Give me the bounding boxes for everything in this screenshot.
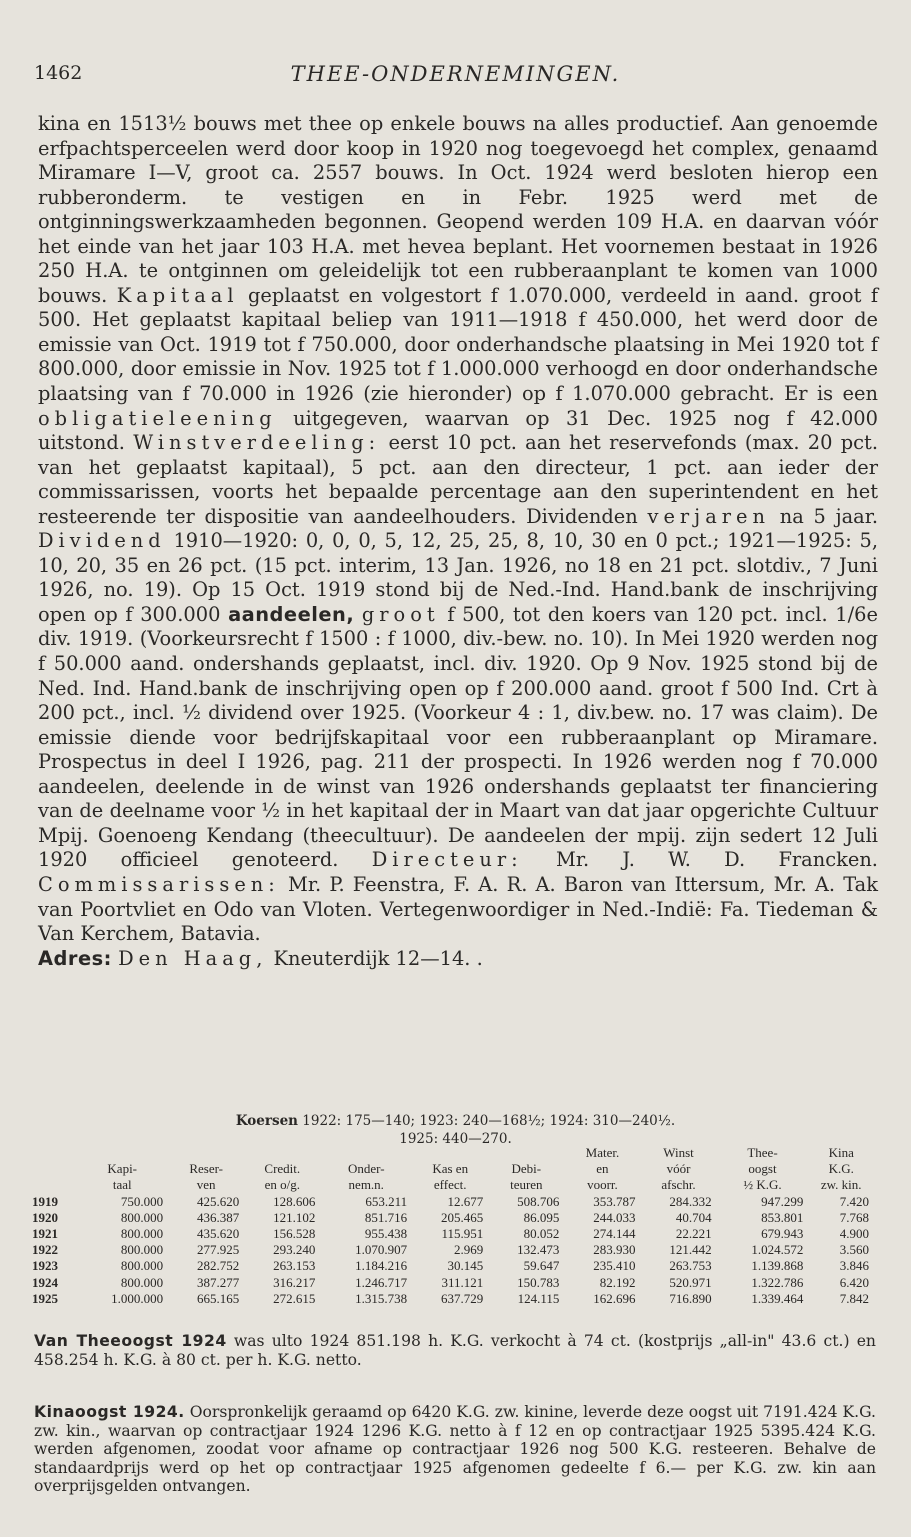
- value-cell: 508.706: [517, 1193, 560, 1209]
- value-cell: 387.277: [196, 1274, 240, 1290]
- value-cell: 263.753: [669, 1258, 712, 1274]
- column-header: Kina: [828, 1145, 854, 1160]
- value-cell: 128.606: [273, 1193, 316, 1209]
- value-cell: 282.752: [196, 1258, 240, 1274]
- year-cell: 1922: [32, 1242, 58, 1258]
- value-cell: 244.033: [593, 1209, 636, 1225]
- value-cell: 800.000: [120, 1209, 164, 1225]
- value-cell: 121.102: [273, 1209, 316, 1225]
- column-header: [76, 1145, 168, 1161]
- value-cell: 1.184.216: [355, 1258, 408, 1274]
- column-header: [28, 1177, 76, 1193]
- value-cell: 750.000: [120, 1193, 164, 1209]
- year-cell: 1924: [32, 1274, 58, 1290]
- column-header: ½ K.G.: [743, 1177, 782, 1193]
- table-row: [28, 1194, 874, 1210]
- address-end: .: [476, 946, 483, 970]
- city: Den Haag,: [118, 946, 268, 970]
- value-cell: 800.000: [120, 1274, 164, 1290]
- column-header: [488, 1145, 564, 1161]
- value-cell: 82.192: [599, 1274, 636, 1290]
- company-paragraph: [38, 112, 878, 947]
- value-cell: 121.442: [669, 1242, 712, 1258]
- theeoogst-note: [34, 1332, 876, 1369]
- value-cell: 3.846: [839, 1258, 869, 1274]
- text-segment: 1910—1920: 0, 0, 0, 5, 12, 25, 25, 8, 10, 30 en 0 pct.; 1921—1925: 5, 10, 20, 35 en 26 pct. (15 pct. interim, 13 Jan. 1926, no 18 en 21 pct. slotdiv., 7 Juni 1926, no. 19). Op 15 Oct. 1919 stond bij de Ned.-Ind. Hand.bank de inschrijving open op f 300.000: [38, 529, 878, 626]
- year-cell: 1921: [32, 1226, 58, 1242]
- value-cell: 7.842: [839, 1290, 869, 1306]
- value-cell: 851.716: [364, 1209, 408, 1225]
- address-line: [38, 947, 878, 972]
- value-cell: 4.900: [839, 1226, 869, 1242]
- column-header: Debi-: [511, 1161, 542, 1177]
- column-header: en: [596, 1161, 609, 1177]
- value-cell: 263.153: [273, 1258, 316, 1274]
- column-header: en o/g.: [264, 1177, 300, 1193]
- table-row: [28, 1242, 874, 1258]
- value-cell: 293.240: [273, 1242, 316, 1258]
- kapitaal-label: Kapitaal: [116, 283, 239, 307]
- koersen-label: Koersen: [235, 1113, 298, 1129]
- column-header: [28, 1161, 76, 1177]
- text-segment: na 5 jaar.: [779, 504, 879, 528]
- value-cell: 665.165: [196, 1290, 240, 1306]
- commissarissen-label: Commissarissen:: [38, 872, 280, 896]
- verjaren-label: verjaren: [647, 504, 770, 528]
- value-cell: 124.115: [517, 1290, 560, 1306]
- column-header: Reser-: [189, 1161, 224, 1177]
- financial-table: [28, 1145, 874, 1307]
- value-cell: 436.387: [196, 1209, 240, 1225]
- value-cell: 435.620: [196, 1226, 240, 1242]
- dividend-label: Dividend: [38, 529, 166, 553]
- column-header: teuren: [510, 1177, 543, 1193]
- table-row: [28, 1258, 874, 1274]
- value-cell: 653.211: [365, 1193, 408, 1209]
- value-cell: 716.890: [669, 1290, 712, 1306]
- koersen-line-1: [0, 1112, 911, 1130]
- value-cell: 283.930: [593, 1242, 636, 1258]
- column-header: [168, 1145, 244, 1161]
- value-cell: 1.139.868: [751, 1258, 804, 1274]
- koersen-block: [0, 1112, 911, 1148]
- column-header: [320, 1145, 412, 1161]
- text-segment: kina en 1513½ bouws met thee op enkele bouws na alles productief. Aan genoemde erfpachtsperceelen werd door koop in 1920 nog toegevoegd het complex, genaamd Miramare I—V, groot ca. 2557 bouws. In Oct. 1924 werd besloten hierop een rubberonderm. te vestigen en in Febr. 1925 werd met de ontginningswerkzaamheden begonnen. Geopend werden 109 H.A. en daarvan vóór het einde van het jaar 103 H.A. met hevea beplant. Het voornemen bestaat in 1926 250 H.A. te ontginnen om geleidelijk tot een rubberaanplant te komen van 1000 bouws.: [38, 112, 878, 307]
- table-row: [28, 1291, 874, 1307]
- table-row: [28, 1275, 874, 1291]
- adres-label: Adres:: [38, 946, 112, 970]
- value-cell: 1.322.786: [751, 1274, 804, 1290]
- value-cell: 40.704: [675, 1209, 712, 1225]
- value-cell: 800.000: [120, 1242, 164, 1258]
- year-cell: 1920: [32, 1209, 58, 1225]
- value-cell: 284.332: [669, 1193, 712, 1209]
- page-number: 1462: [34, 62, 83, 84]
- column-header: zw. kin.: [820, 1177, 862, 1193]
- column-header: Thee-: [747, 1145, 778, 1160]
- value-cell: 150.783: [517, 1274, 560, 1290]
- value-cell: 7.420: [839, 1193, 869, 1209]
- text-segment: eerst 10 pct. aan het reservefonds (max. 20 pct. van het geplaatst kapitaal), 5 pct. aan den directeur, 1 pct. aan ieder der commissarissen, voorts het bepaalde percentage aan den superintendent en het resteerende ter dispositie van aandeelhouders. Dividenden: [38, 431, 878, 528]
- value-cell: 2.969: [454, 1242, 484, 1258]
- value-cell: 7.768: [839, 1209, 869, 1225]
- column-header: voorr.: [587, 1177, 618, 1193]
- page-header: [34, 62, 877, 92]
- value-cell: 235.410: [593, 1258, 636, 1274]
- value-cell: 22.221: [675, 1226, 712, 1242]
- value-cell: 6.420: [839, 1274, 869, 1290]
- groot-label: groot: [361, 602, 440, 626]
- column-header: oogst: [748, 1161, 777, 1177]
- value-cell: 316.217: [273, 1274, 316, 1290]
- kinaoogst-heading: Kinaoogst 1924.: [34, 1403, 185, 1421]
- table-row: [28, 1226, 874, 1242]
- column-header: Winst: [663, 1145, 694, 1160]
- koersen-line-2: 1925: 440—270.: [399, 1131, 512, 1147]
- value-cell: 1.315.738: [355, 1290, 408, 1306]
- value-cell: 520.971: [669, 1274, 712, 1290]
- value-cell: 162.696: [593, 1290, 636, 1306]
- value-cell: 80.052: [523, 1226, 560, 1242]
- value-cell: 156.528: [273, 1226, 316, 1242]
- column-header: taal: [112, 1177, 132, 1193]
- value-cell: 1.000.000: [111, 1290, 164, 1306]
- value-cell: 853.801: [761, 1209, 804, 1225]
- column-header: nem.n.: [348, 1177, 384, 1193]
- table-head: [28, 1145, 874, 1194]
- value-cell: 353.787: [593, 1193, 636, 1209]
- value-cell: 679.943: [761, 1226, 804, 1242]
- value-cell: 115.951: [441, 1226, 484, 1242]
- value-cell: 311.121: [441, 1274, 484, 1290]
- year-cell: 1925: [32, 1290, 58, 1306]
- value-cell: 800.000: [120, 1258, 164, 1274]
- value-cell: 1.070.907: [355, 1242, 408, 1258]
- header-row: [28, 1177, 874, 1193]
- column-header: effect.: [433, 1177, 467, 1193]
- column-header: Kapi-: [107, 1161, 138, 1177]
- table-row: [28, 1210, 874, 1226]
- column-header: vóór: [666, 1161, 691, 1177]
- value-cell: 1.246.717: [355, 1274, 408, 1290]
- value-cell: 637.729: [441, 1290, 484, 1306]
- column-header: [28, 1145, 76, 1161]
- value-cell: 1.024.572: [751, 1242, 804, 1258]
- value-cell: 3.560: [839, 1242, 869, 1258]
- column-header: Credit.: [264, 1161, 301, 1177]
- running-title: THEE-ONDERNEMINGEN.: [290, 62, 621, 86]
- value-cell: 274.144: [593, 1226, 636, 1242]
- column-header: Mater.: [585, 1145, 620, 1160]
- kinaoogst-note: [34, 1403, 876, 1496]
- value-cell: 30.145: [447, 1258, 484, 1274]
- column-header: [244, 1145, 320, 1161]
- column-header: Onder-: [347, 1161, 385, 1177]
- column-header: afschr.: [661, 1177, 696, 1193]
- header-row: [28, 1145, 874, 1161]
- value-cell: 205.465: [441, 1209, 484, 1225]
- main-text: [38, 112, 878, 971]
- text-segment: uitgegeven, waarvan op 31 Dec. 1925 nog f 42.000 uitstond.: [38, 406, 878, 455]
- column-header: ven: [196, 1177, 216, 1193]
- column-header: K.G.: [828, 1161, 854, 1177]
- value-cell: 132.473: [517, 1242, 560, 1258]
- directeur-label: Directeur:: [371, 848, 523, 872]
- kinaoogst-text: Oorspronkelijk geraamd op 6420 K.G. zw. kinine, leverde deze oogst uit 7191.424 K.G. zw. kin., waarvan op contractjaar 1924 1296 K.G. netto à f 12 en op contractjaar 1925 5395.424 K.G. werden afgenomen, zoodat voor afname op contractjaar 1926 nog 500 K.G. resteeren. Behalve de standaardprijs werd op het op contractjaar 1925 afgenomen gedeelte f 6.— per K.G. zw. kin aan overprijsgelden ontvangen.: [34, 1403, 876, 1496]
- value-cell: 947.299: [761, 1193, 804, 1209]
- theeoogst-text: was ulto 1924 851.198 h. K.G. verkocht à 74 ct. (kostprijs „all-in" 43.6 ct.) en 458.254 h. K.G. à 80 ct. per h. K.G. netto.: [34, 1332, 876, 1369]
- year-cell: 1919: [32, 1193, 58, 1209]
- header-row: [28, 1161, 874, 1177]
- winstverdeeling-label: Winstverdeeling:: [133, 431, 381, 455]
- column-header: [412, 1145, 488, 1161]
- value-cell: 12.677: [447, 1193, 484, 1209]
- value-cell: 800.000: [120, 1226, 164, 1242]
- value-cell: 272.615: [273, 1290, 316, 1306]
- aandeelen-label: aandeelen,: [228, 602, 355, 626]
- value-cell: 277.925: [196, 1242, 240, 1258]
- text-segment: geplaatst en volgestort f 1.070.000, verdeeld in aand. groot f 500. Het geplaatst kapitaal beliep van 1911—1918 f 450.000, het werd door de emissie van Oct. 1919 tot f 750.000, door onderhandsche plaatsing in Mei 1920 tot f 800.000, door emissie in Nov. 1925 tot f 1.000.000 verhoogd en door onderhandsche plaatsing van f 70.000 in 1926 (zie hieronder) op f 1.070.000 gebracht. Er is een: [38, 283, 879, 406]
- street: Kneuterdijk 12—14.: [273, 946, 471, 970]
- value-cell: 425.620: [196, 1193, 240, 1209]
- text-segment: f 500, tot den koers van 120 pct. incl. 1/6e div. 1919. (Voorkeursrecht f 1500 : f 1000, div.-bew. no. 10). In Mei 1920 werden nog f 50.000 aand. ondershands geplaatst, incl. div. 1920. Op 9 Nov. 1925 stond bij de Ned. Ind. Hand.bank de inschrijving open op f 200.000 aand. groot f 500 Ind. Crt à 200 pct., incl. ½ dividend over 1925. (Voorkeur 4 : 1, div.bew. no. 17 was claim). De emissie diende voor bedrijfskapitaal voor een rubberaanplant op Miramare. Prospectus in deel I 1926, pag. 211 der prospecti. In 1926 werden nog f 70.000 aandeelen, deelende in de winst van 1926 ondershands geplaatst ter financiering van de deelname voor ½ in het kapitaal der in Maart van dat jaar opgerichte Cultuur Mpij. Goenoeng Kendang (theecultuur). De aandeelen der mpij. zijn sedert 12 Juli 1920 officieel genoteerd.: [38, 602, 878, 872]
- value-cell: 1.339.464: [751, 1290, 804, 1306]
- theeoogst-heading: Van Theeoogst 1924: [34, 1332, 227, 1350]
- year-cell: 1923: [32, 1258, 58, 1274]
- text-segment: Mr. J. W. D. Francken.: [555, 848, 878, 872]
- value-cell: 59.647: [523, 1258, 560, 1274]
- koersen-values: 1922: 175—140; 1923: 240—168½; 1924: 310—240½.: [302, 1113, 676, 1129]
- value-cell: 86.095: [523, 1209, 560, 1225]
- text-segment: Mr. P. Feenstra, F. A. R. A. Baron van Ittersum, Mr. A. Tak van Poortvliet en Odo van Vloten. Vertegenwoordiger in Ned.-Indië: Fa. Tiedeman & Van Kerchem, Batavia.: [38, 872, 878, 946]
- value-cell: 955.438: [364, 1226, 408, 1242]
- obligatie-label: obligatieleening: [38, 406, 277, 430]
- column-header: Kas en: [432, 1161, 469, 1177]
- table-body: [28, 1194, 874, 1307]
